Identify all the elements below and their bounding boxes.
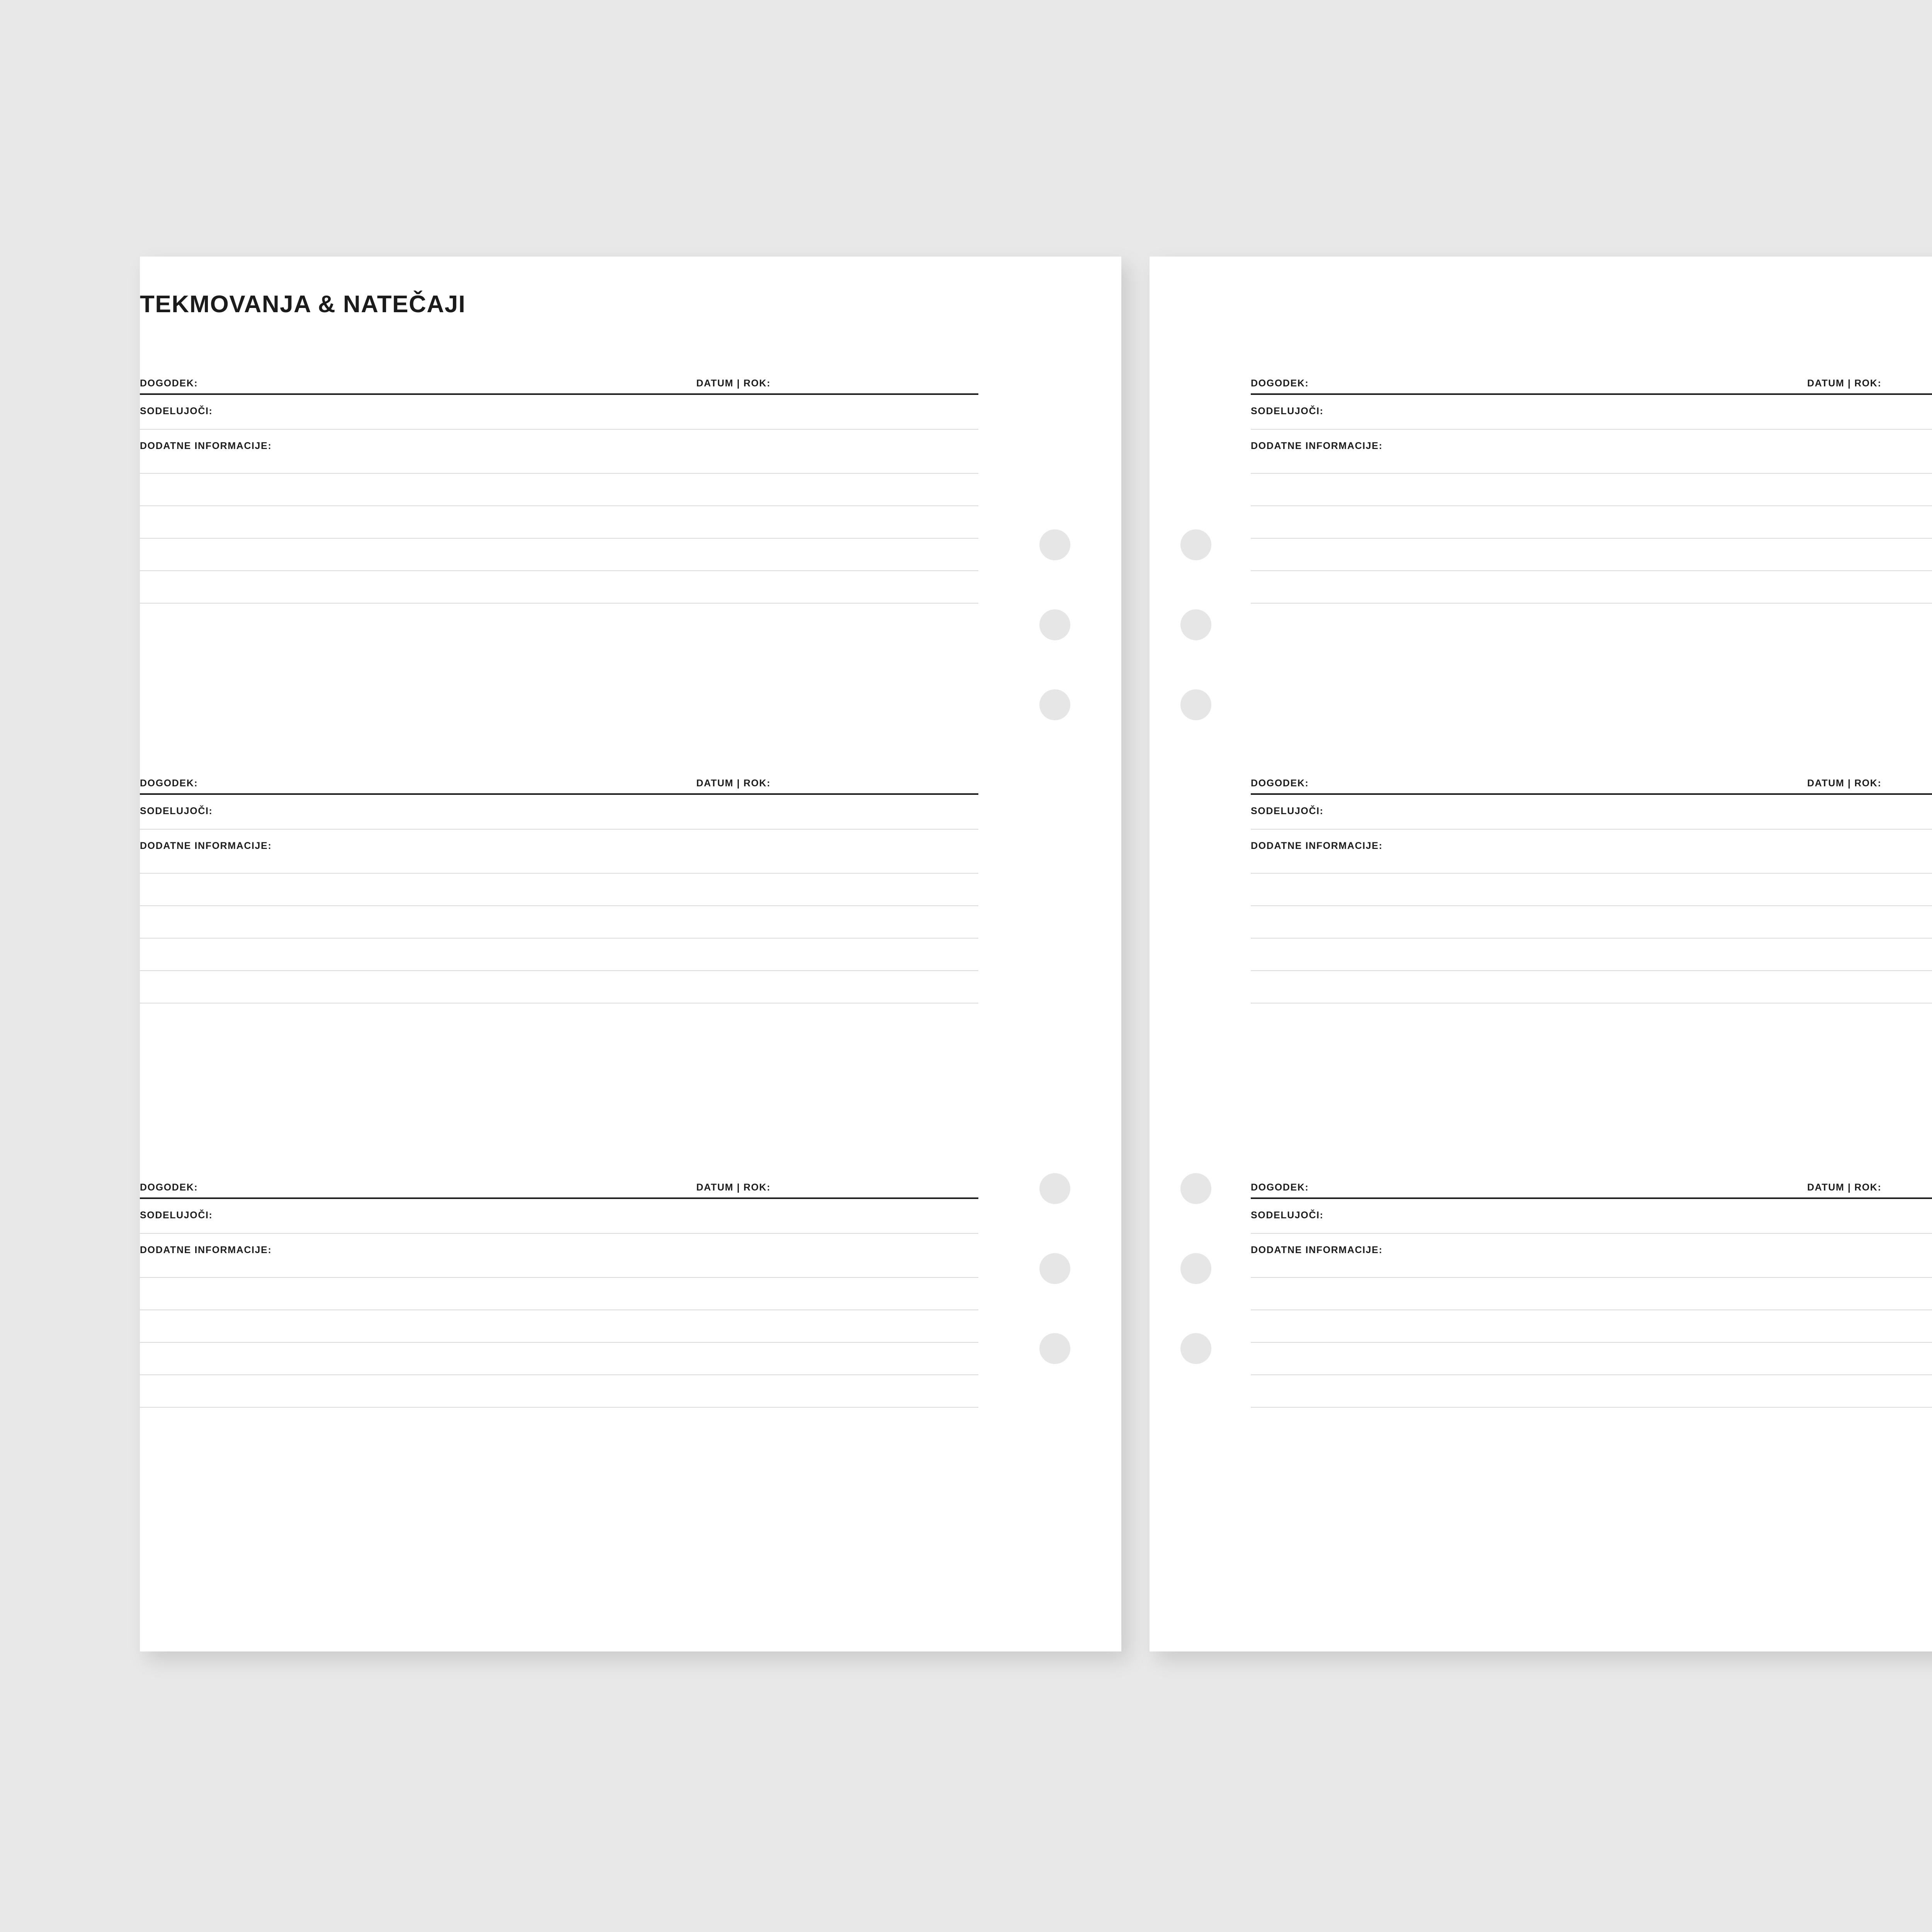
writing-line[interactable] [1251,571,1932,604]
label-participants: SODELUJOČI: [1251,806,1324,816]
participants-row[interactable] [1251,1210,1932,1234]
entry-block [1251,372,1932,604]
label-event: DOGODEK: [1251,378,1309,389]
label-date-deadline: DATUM | ROK: [1807,1182,1882,1193]
additional-info-row [1251,1245,1932,1261]
entry-block [1251,772,1932,1003]
participants-row[interactable] [140,406,978,430]
writing-line[interactable] [140,1343,978,1375]
page-title: TEKMOVANJA & NATEČAJI [140,291,466,318]
label-participants: SODELUJOČI: [1251,1210,1324,1221]
writing-line[interactable] [1251,1310,1932,1343]
binder-hole-icon [1039,1333,1070,1364]
entry-header-row [140,372,978,395]
label-date-deadline: DATUM | ROK: [696,1182,771,1193]
writing-line[interactable] [1251,539,1932,571]
writing-line[interactable] [140,506,978,539]
writing-line[interactable] [1251,971,1932,1003]
additional-info-row [1251,840,1932,857]
writing-line[interactable] [140,857,978,874]
binder-hole-icon [1180,1173,1211,1204]
additional-info-row [140,840,978,857]
entry-block [140,372,978,604]
writing-line[interactable] [1251,457,1932,474]
binder-hole-icon [1039,1253,1070,1284]
writing-line[interactable] [140,474,978,506]
additional-info-row [1251,440,1932,457]
writing-line[interactable] [140,539,978,571]
entry-block [1251,1177,1932,1408]
writing-line[interactable] [1251,939,1932,971]
label-participants: SODELUJOČI: [140,1210,213,1221]
label-additional-info: DODATNE INFORMACIJE: [1251,840,1383,851]
label-event: DOGODEK: [140,378,198,389]
binder-hole-icon [1180,1253,1211,1284]
entry-header-row [1251,1177,1932,1199]
additional-info-row [140,440,978,457]
writing-line[interactable] [140,1261,978,1278]
writing-line[interactable] [140,906,978,939]
binder-hole-icon [1039,529,1070,560]
writing-line[interactable] [1251,874,1932,906]
writing-line[interactable] [1251,506,1932,539]
participants-row[interactable] [1251,406,1932,430]
writing-line[interactable] [1251,1343,1932,1375]
entry-block [140,772,978,1003]
label-event: DOGODEK: [1251,1182,1309,1193]
label-event: DOGODEK: [140,778,198,789]
label-additional-info: DODATNE INFORMACIJE: [1251,1245,1383,1255]
label-additional-info: DODATNE INFORMACIJE: [140,1245,272,1255]
label-additional-info: DODATNE INFORMACIJE: [1251,440,1383,451]
label-date-deadline: DATUM | ROK: [696,378,771,389]
binder-hole-icon [1039,1173,1070,1204]
binder-hole-icon [1180,689,1211,720]
participants-row[interactable] [1251,806,1932,830]
writing-line[interactable] [1251,906,1932,939]
writing-line[interactable] [1251,857,1932,874]
label-date-deadline: DATUM | ROK: [1807,778,1882,789]
writing-line[interactable] [140,1310,978,1343]
writing-line[interactable] [140,571,978,604]
participants-row[interactable] [140,806,978,830]
label-date-deadline: DATUM | ROK: [696,778,771,789]
writing-line[interactable] [140,1375,978,1408]
participants-row[interactable] [140,1210,978,1234]
entry-header-row [1251,772,1932,795]
entry-header-row [1251,372,1932,395]
binder-hole-icon [1180,1333,1211,1364]
writing-line[interactable] [140,971,978,1003]
writing-line[interactable] [140,457,978,474]
writing-line[interactable] [1251,1278,1932,1310]
label-event: DOGODEK: [1251,778,1309,789]
writing-line[interactable] [140,1278,978,1310]
binder-hole-icon [1180,609,1211,640]
entry-block [140,1177,978,1408]
entry-header-row [140,1177,978,1199]
binder-hole-icon [1180,529,1211,560]
writing-line[interactable] [1251,1375,1932,1408]
binder-hole-icon [1039,609,1070,640]
writing-line[interactable] [1251,474,1932,506]
writing-line[interactable] [140,939,978,971]
label-participants: SODELUJOČI: [140,806,213,816]
label-additional-info: DODATNE INFORMACIJE: [140,440,272,451]
label-event: DOGODEK: [140,1182,198,1193]
label-additional-info: DODATNE INFORMACIJE: [140,840,272,851]
writing-line[interactable] [1251,1261,1932,1278]
entry-header-row [140,772,978,795]
binder-hole-icon [1039,689,1070,720]
additional-info-row [140,1245,978,1261]
label-date-deadline: DATUM | ROK: [1807,378,1882,389]
writing-line[interactable] [140,874,978,906]
label-participants: SODELUJOČI: [140,406,213,417]
label-participants: SODELUJOČI: [1251,406,1324,417]
